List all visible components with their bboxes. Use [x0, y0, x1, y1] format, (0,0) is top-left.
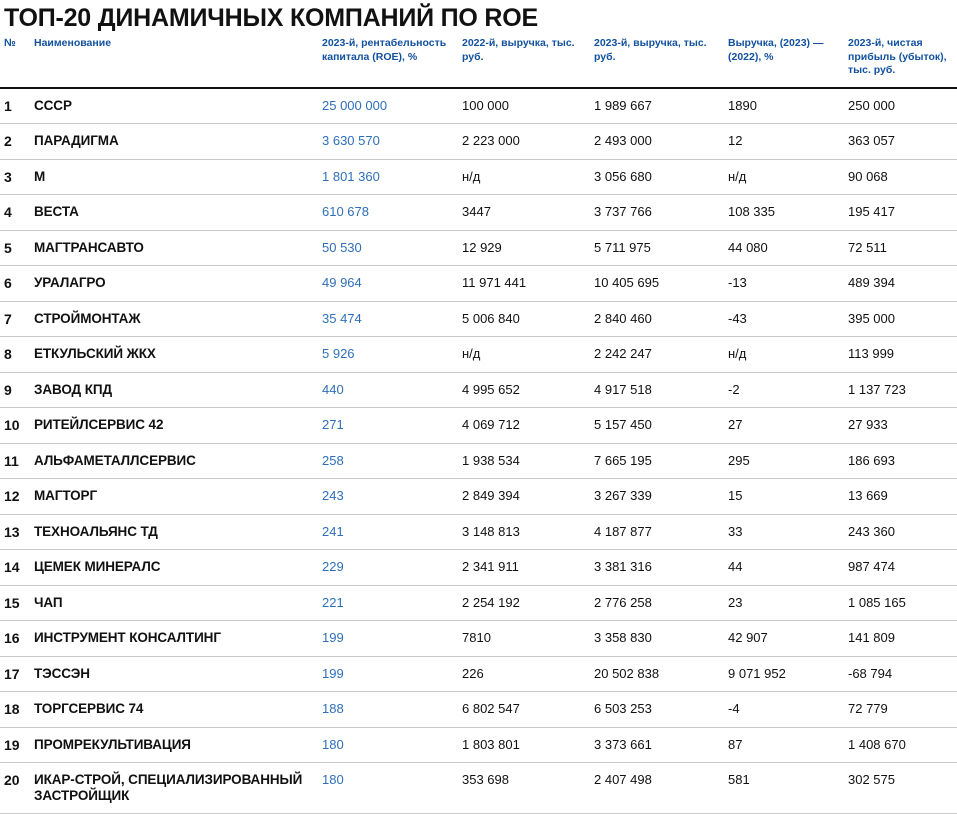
cell-revenue-2023: 20 502 838	[594, 665, 660, 681]
cell-roe: 258	[322, 452, 344, 468]
cell-number: 13	[4, 523, 20, 540]
cell-revenue-delta: 9 071 952	[728, 665, 786, 681]
cell-company-name: ПРОМРЕКУЛЬТИВАЦИЯ	[34, 736, 191, 752]
cell-revenue-2023: 5 157 450	[594, 417, 652, 433]
cell-revenue-2022: 3 148 813	[462, 523, 520, 539]
cell-net-profit: 90 068	[848, 168, 888, 184]
cell-roe: 188	[322, 701, 344, 717]
cell-company-name: АЛЬФАМЕТАЛЛСЕРВИС	[34, 452, 196, 468]
cell-company-name: М	[34, 168, 46, 184]
cell-roe: 180	[322, 772, 344, 788]
cell-roe: 199	[322, 630, 344, 646]
cell-number: 9	[4, 381, 12, 398]
cell-number: 12	[4, 488, 20, 505]
cell-revenue-2022: 2 254 192	[462, 594, 520, 610]
cell-company-name: ВЕСТА	[34, 204, 79, 220]
cell-revenue-2023: 2 840 460	[594, 310, 652, 326]
cell-revenue-2023: 4 187 877	[594, 523, 652, 539]
cell-revenue-2023: 2 493 000	[594, 133, 652, 149]
cell-net-profit: 1 137 723	[848, 381, 906, 397]
cell-revenue-2022: 1 938 534	[462, 452, 520, 468]
cell-roe: 35 474	[322, 310, 362, 326]
cell-net-profit: 395 000	[848, 310, 895, 326]
cell-revenue-2022: 100 000	[462, 97, 509, 113]
cell-number: 8	[4, 346, 12, 363]
cell-revenue-2023: 2 242 247	[594, 346, 652, 362]
table-row	[0, 514, 957, 550]
cell-revenue-2022: 353 698	[462, 772, 509, 788]
cell-revenue-2022: н/д	[462, 168, 481, 184]
cell-revenue-2023: 3 373 661	[594, 736, 652, 752]
table-body	[0, 88, 957, 814]
table-row	[0, 621, 957, 657]
table-row	[0, 266, 957, 302]
cell-revenue-delta: 44 080	[728, 239, 768, 255]
cell-company-name: ТОРГСЕРВИС 74	[34, 701, 144, 717]
page-title: ТОП-20 ДИНАМИЧНЫХ КОМПАНИЙ ПО ROE	[4, 4, 538, 32]
cell-revenue-2022: 2 223 000	[462, 133, 520, 149]
cell-number: 11	[4, 452, 19, 469]
cell-revenue-2022: 226	[462, 665, 484, 681]
cell-net-profit: 186 693	[848, 452, 895, 468]
cell-revenue-2022: 6 802 547	[462, 701, 520, 717]
cell-company-name: МАГТРАНСАВТО	[34, 239, 144, 255]
cell-revenue-2022: 4 069 712	[462, 417, 520, 433]
cell-revenue-2023: 4 917 518	[594, 381, 652, 397]
cell-net-profit: 302 575	[848, 772, 895, 788]
table-row	[0, 550, 957, 586]
cell-revenue-2023: 1 989 667	[594, 97, 652, 113]
cell-number: 5	[4, 239, 12, 256]
cell-company-name: МАГТОРГ	[34, 488, 98, 504]
cell-net-profit: 141 809	[848, 630, 895, 646]
cell-roe: 5 926	[322, 346, 355, 362]
cell-number: 3	[4, 168, 12, 185]
cell-roe: 229	[322, 559, 344, 575]
cell-company-name: ТЭССЭН	[34, 665, 90, 681]
cell-company-name: ЦЕМЕК МИНЕРАЛС	[34, 559, 161, 575]
cell-revenue-2022: 2 341 911	[462, 559, 519, 575]
cell-revenue-2022: 2 849 394	[462, 488, 520, 504]
cell-revenue-2023: 2 776 258	[594, 594, 652, 610]
cell-roe: 1 801 360	[322, 168, 380, 184]
cell-roe: 50 530	[322, 239, 362, 255]
cell-roe: 180	[322, 736, 344, 752]
cell-company-name: ЗАВОД КПД	[34, 381, 112, 397]
cell-revenue-delta: 87	[728, 736, 743, 752]
column-header-revenue-2023: 2023-й, выручка, тыс. руб.	[594, 37, 707, 63]
cell-revenue-2023: 6 503 253	[594, 701, 652, 717]
table-row	[0, 763, 957, 814]
cell-number: 4	[4, 204, 12, 221]
cell-revenue-2023: 3 267 339	[594, 488, 652, 504]
cell-number: 6	[4, 275, 12, 292]
column-header-number: №	[4, 37, 16, 50]
cell-revenue-2022: 4 995 652	[462, 381, 520, 397]
table-row	[0, 88, 957, 124]
table-header	[0, 33, 957, 87]
cell-revenue-2023: 3 381 316	[594, 559, 652, 575]
cell-net-profit: 243 360	[848, 523, 895, 539]
cell-number: 16	[4, 630, 20, 647]
table-row	[0, 692, 957, 728]
cell-net-profit: 363 057	[848, 133, 895, 149]
cell-revenue-2023: 10 405 695	[594, 275, 660, 291]
column-header-revenue-delta: Выручка, (2023) — (2022), %	[728, 37, 824, 63]
cell-net-profit: -68 794	[848, 665, 893, 681]
cell-net-profit: 1 408 670	[848, 736, 906, 752]
table-row	[0, 408, 957, 444]
cell-roe: 440	[322, 381, 344, 397]
ranking-table	[0, 33, 957, 814]
table-row	[0, 337, 957, 373]
cell-roe: 243	[322, 488, 344, 504]
table-row	[0, 124, 957, 160]
cell-roe: 199	[322, 665, 344, 681]
cell-revenue-delta: 295	[728, 452, 750, 468]
cell-revenue-delta: 27	[728, 417, 743, 433]
table-row	[0, 195, 957, 231]
cell-net-profit: 489 394	[848, 275, 895, 291]
table-row	[0, 230, 957, 266]
cell-revenue-2023: 7 665 195	[594, 452, 652, 468]
cell-net-profit: 987 474	[848, 559, 895, 575]
cell-revenue-2023: 3 056 680	[594, 168, 652, 184]
cell-revenue-2022: 12 929	[462, 239, 502, 255]
cell-revenue-2022: н/д	[462, 346, 481, 362]
cell-revenue-delta: 108 335	[728, 204, 775, 220]
cell-revenue-delta: 44	[728, 559, 743, 575]
table-header-row	[0, 33, 957, 87]
cell-revenue-delta: н/д	[728, 346, 747, 362]
column-header-revenue-2022: 2022-й, выручка, тыс. руб.	[462, 37, 575, 63]
table-row	[0, 585, 957, 621]
cell-net-profit: 113 999	[848, 346, 895, 362]
cell-company-name: СССР	[34, 97, 72, 113]
cell-number: 10	[4, 417, 20, 434]
cell-number: 18	[4, 701, 20, 718]
cell-number: 20	[4, 772, 20, 789]
cell-number: 1	[4, 97, 12, 114]
cell-net-profit: 72 511	[848, 239, 887, 255]
cell-number: 17	[4, 665, 20, 682]
cell-roe: 610 678	[322, 204, 369, 220]
cell-net-profit: 72 779	[848, 701, 888, 717]
cell-net-profit: 13 669	[848, 488, 888, 504]
cell-number: 14	[4, 559, 20, 576]
column-header-net-profit: 2023-й, чистая прибыль (убыток), тыс. руб.	[848, 37, 947, 77]
table-row	[0, 443, 957, 479]
cell-roe: 271	[322, 417, 344, 433]
cell-revenue-delta: 15	[728, 488, 743, 504]
column-header-roe: 2023-й, рентабельность капитала (ROE), %	[322, 37, 447, 63]
cell-company-name: ИНСТРУМЕНТ КОНСАЛТИНГ	[34, 630, 221, 646]
table-row	[0, 479, 957, 515]
cell-company-name: ТЕХНОАЛЬЯНС ТД	[34, 523, 158, 539]
cell-revenue-delta: -4	[728, 701, 740, 717]
cell-revenue-2023: 2 407 498	[594, 772, 652, 788]
cell-revenue-2022: 7810	[462, 630, 491, 646]
cell-roe: 221	[322, 594, 344, 610]
cell-number: 15	[4, 594, 20, 611]
cell-company-name: РИТЕЙЛСЕРВИС 42	[34, 417, 164, 433]
cell-revenue-2022: 5 006 840	[462, 310, 520, 326]
cell-revenue-2023: 3 737 766	[594, 204, 652, 220]
cell-net-profit: 1 085 165	[848, 594, 906, 610]
cell-revenue-delta: 33	[728, 523, 743, 539]
cell-roe: 25 000 000	[322, 97, 388, 113]
cell-company-name: ПАРАДИГМА	[34, 133, 119, 149]
cell-revenue-2022: 1 803 801	[462, 736, 520, 752]
cell-number: 7	[4, 310, 12, 327]
cell-revenue-2022: 3447	[462, 204, 491, 220]
cell-company-name: ИКАР-СТРОЙ, СПЕЦИАЛИЗИРОВАННЫЙ ЗАСТРОЙЩИК	[34, 772, 303, 804]
table-row	[0, 301, 957, 337]
cell-roe: 241	[322, 523, 344, 539]
column-header-name: Наименование	[34, 37, 112, 50]
cell-revenue-2023: 5 711 975	[594, 239, 651, 255]
cell-company-name: УРАЛАГРО	[34, 275, 106, 291]
cell-revenue-2022: 11 971 441	[462, 275, 527, 291]
table-row	[0, 727, 957, 763]
cell-company-name: СТРОЙМОНТАЖ	[34, 310, 141, 326]
cell-roe: 3 630 570	[322, 133, 380, 149]
cell-roe: 49 964	[322, 275, 362, 291]
cell-company-name: ЧАП	[34, 594, 63, 610]
cell-number: 2	[4, 133, 12, 150]
cell-revenue-delta: 581	[728, 772, 750, 788]
table-row	[0, 372, 957, 408]
cell-revenue-delta: -43	[728, 310, 747, 326]
cell-revenue-delta: н/д	[728, 168, 747, 184]
cell-revenue-delta: 42 907	[728, 630, 768, 646]
cell-revenue-delta: 23	[728, 594, 743, 610]
cell-company-name: ЕТКУЛЬСКИЙ ЖКХ	[34, 346, 156, 362]
cell-number: 19	[4, 736, 20, 753]
cell-revenue-2023: 3 358 830	[594, 630, 652, 646]
table-row	[0, 656, 957, 692]
cell-net-profit: 250 000	[848, 97, 895, 113]
cell-net-profit: 195 417	[848, 204, 895, 220]
cell-net-profit: 27 933	[848, 417, 888, 433]
cell-revenue-delta: 1890	[728, 97, 757, 113]
cell-revenue-delta: -2	[728, 381, 740, 397]
table-row	[0, 159, 957, 195]
cell-revenue-delta: 12	[728, 133, 743, 149]
cell-revenue-delta: -13	[728, 275, 747, 291]
